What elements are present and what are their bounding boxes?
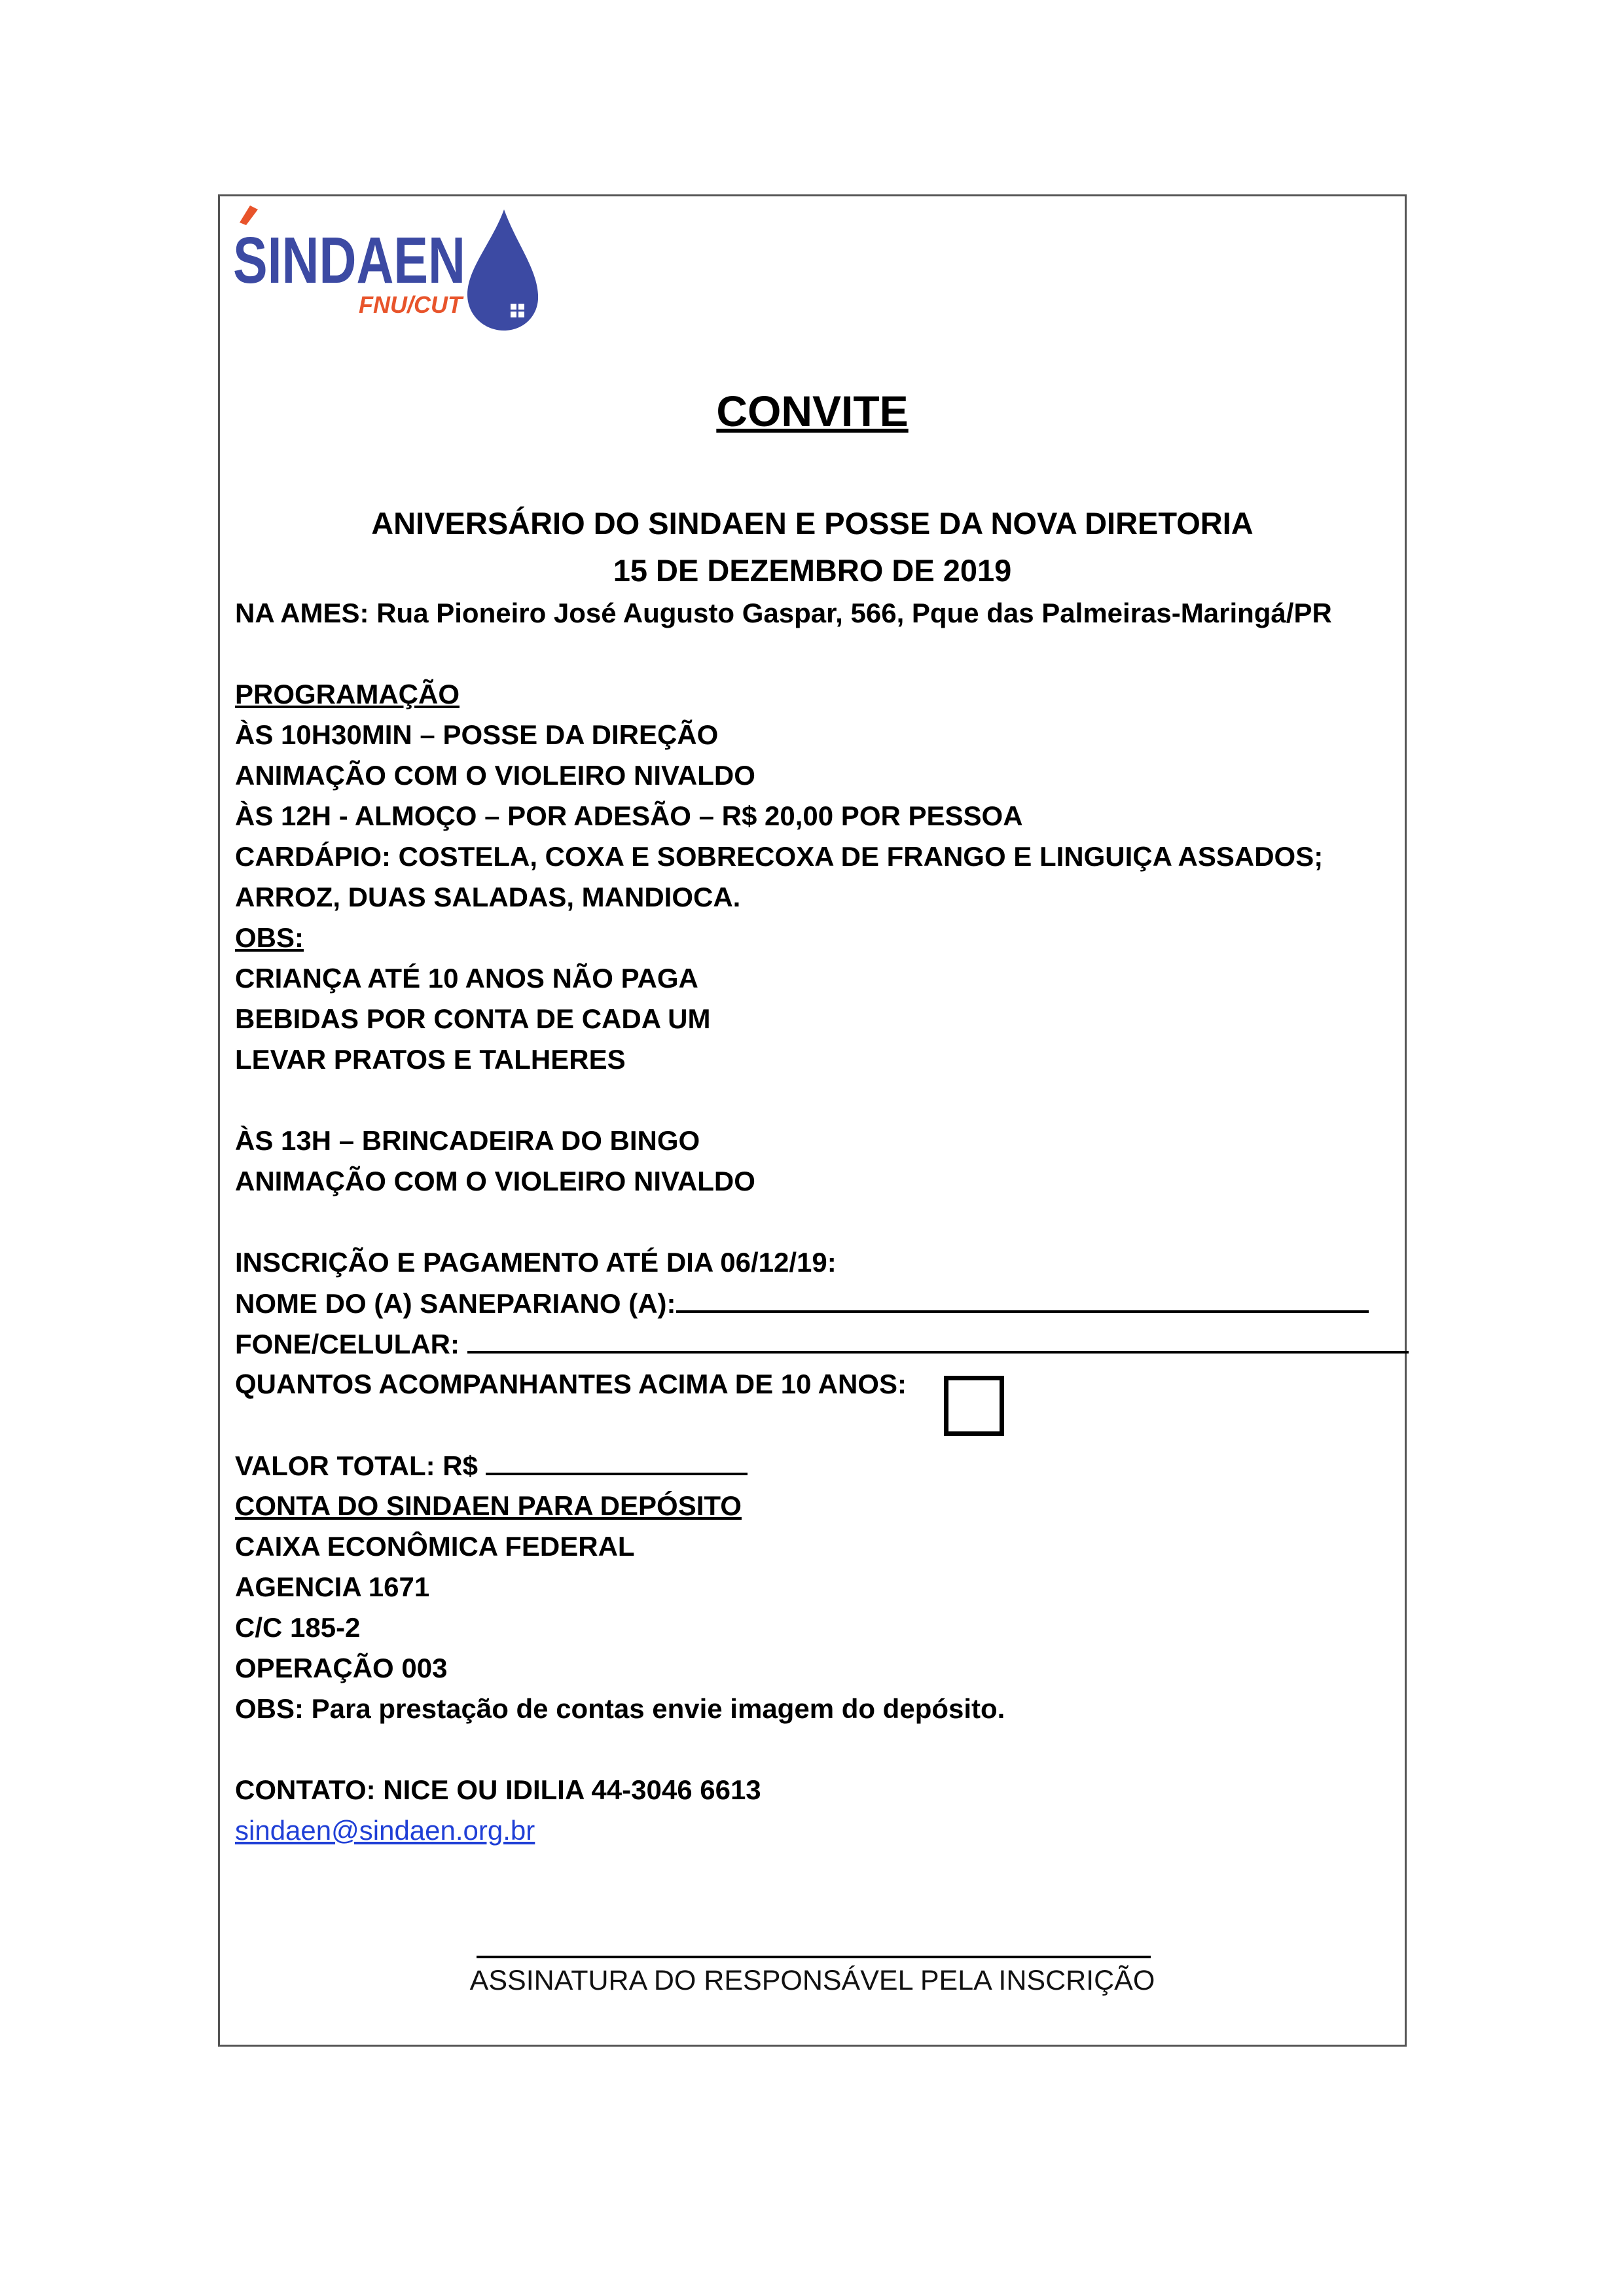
total-row xyxy=(235,1446,748,1485)
invitation-title: CONVITE xyxy=(716,387,909,435)
phone-row xyxy=(235,1325,1409,1363)
account-label: CONTA DO SINDAEN PARA DEPÓSITO xyxy=(235,1490,742,1521)
phone-field[interactable] xyxy=(467,1325,1409,1354)
afternoon-item: ÀS 13H – BRINCADEIRA DO BINGO xyxy=(235,1125,700,1156)
sindaen-logo-graphic xyxy=(230,196,538,334)
obs-item: CRIANÇA ATÉ 10 ANOS NÃO PAGA xyxy=(235,963,698,994)
deposit-note: OBS: Para prestação de contas envie imagem do depósito. xyxy=(235,1693,1005,1724)
event-address: NA AMES: Rua Pioneiro José Augusto Gaspar, 566, Pque das Palmeiras-Maringá/PR xyxy=(235,598,1332,628)
companions-checkbox[interactable] xyxy=(944,1376,1004,1436)
event-date: 15 DE DEZEMBRO DE 2019 xyxy=(613,553,1012,588)
registration-heading: INSCRIÇÃO E PAGAMENTO ATÉ DIA 06/12/19: xyxy=(235,1247,837,1278)
afternoon-item: ANIMAÇÃO COM O VIOLEIRO NIVALDO xyxy=(235,1166,755,1196)
obs-item: BEBIDAS POR CONTA DE CADA UM xyxy=(235,1003,711,1034)
program-item: ARROZ, DUAS SALADAS, MANDIOCA. xyxy=(235,882,741,912)
program-label: PROGRAMAÇÃO xyxy=(235,679,460,709)
name-label: NOME DO (A) SANEPARIANO (A): xyxy=(235,1288,676,1319)
sindaen-logo xyxy=(230,196,538,334)
logo-accent-mark xyxy=(240,206,258,225)
logo-subtitle: FNU/CUT xyxy=(359,291,462,318)
water-drop-icon xyxy=(467,209,538,331)
bank-agency: AGENCIA 1671 xyxy=(235,1571,430,1602)
phone-label: FONE/CELULAR: xyxy=(235,1329,460,1359)
name-field[interactable] xyxy=(676,1284,1369,1313)
program-item: CARDÁPIO: COSTELA, COXA E SOBRECOXA DE FRANGO E LINGUIÇA ASSADOS; xyxy=(235,841,1324,872)
obs-label: OBS: xyxy=(235,922,304,953)
companions-label: QUANTOS ACOMPANHANTES ACIMA DE 10 ANOS: xyxy=(235,1369,907,1399)
email-link[interactable]: sindaen@sindaen.org.br xyxy=(235,1815,535,1846)
signature-line[interactable] xyxy=(477,1956,1151,1958)
contact-info: CONTATO: NICE OU IDILIA 44-3046 6613 xyxy=(235,1774,761,1805)
program-item: ANIMAÇÃO COM O VIOLEIRO NIVALDO xyxy=(235,760,755,791)
total-label: VALOR TOTAL: R$ xyxy=(235,1450,478,1481)
program-item: ÀS 12H - ALMOÇO – POR ADESÃO – R$ 20,00 POR PESSOA xyxy=(235,800,1023,831)
signature-label: ASSINATURA DO RESPONSÁVEL PELA INSCRIÇÃO xyxy=(469,1965,1155,1996)
bank-name: CAIXA ECONÔMICA FEDERAL xyxy=(235,1531,635,1562)
program-item: ÀS 10H30MIN – POSSE DA DIREÇÃO xyxy=(235,719,719,750)
obs-item: LEVAR PRATOS E TALHERES xyxy=(235,1044,626,1075)
bank-operation: OPERAÇÃO 003 xyxy=(235,1653,448,1683)
logo-wordmark: SINDAEN xyxy=(233,224,465,297)
email-link-row xyxy=(235,1812,535,1850)
name-row xyxy=(235,1284,1369,1323)
total-field[interactable] xyxy=(486,1446,748,1475)
invitation-frame xyxy=(218,194,1407,2047)
event-heading: ANIVERSÁRIO DO SINDAEN E POSSE DA NOVA DIRETORIA xyxy=(371,506,1254,541)
bank-account: C/C 185-2 xyxy=(235,1612,361,1643)
